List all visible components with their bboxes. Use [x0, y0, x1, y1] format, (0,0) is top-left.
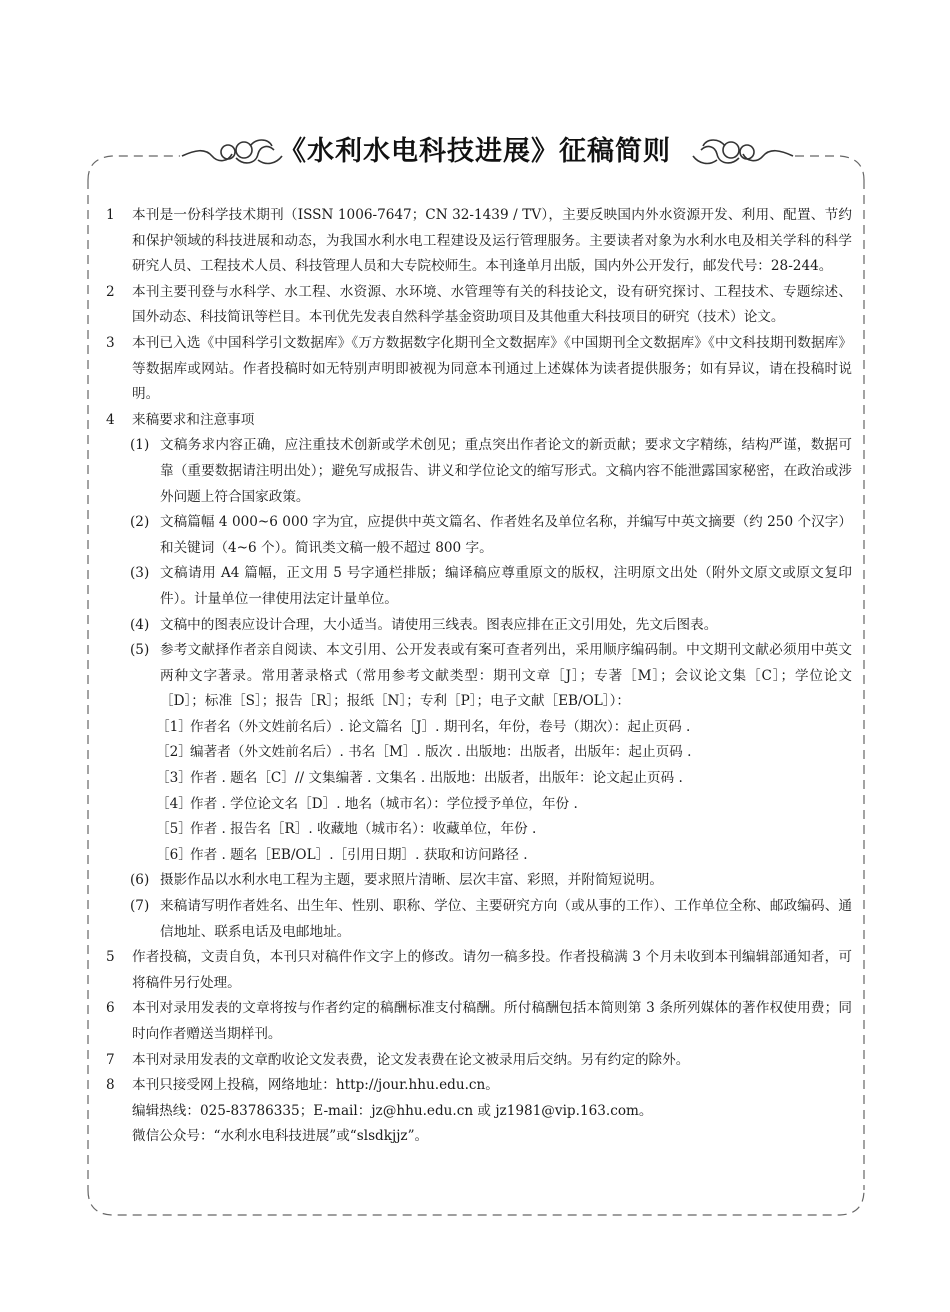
reference-format: 作者 . 题名［C］// 文集编著 . 文集名 . 出版地：出版者，出版年：论文起止页码 .	[190, 770, 683, 787]
requirement-subitem	[104, 894, 852, 945]
item-text: 本刊对录用发表的文章酌收论文发表费，论文发表费在论文被录用后交纳。另有约定的除外。	[132, 1051, 690, 1068]
subitem-text: 摄影作品以水利水电工程为主题，要求照片清晰、层次丰富、彩照，并附简短说明。	[160, 872, 663, 889]
guideline-item	[104, 331, 852, 408]
subitem-number: (3)	[130, 565, 150, 582]
reference-format: 作者名（外文姓前名后）. 论文篇名［J］. 期刊名，年份，卷号（期次）：起止页码 .	[190, 718, 691, 735]
item-text: 本刊只接受网上投稿，网络地址：http://jour.hhu.edu.cn。	[132, 1077, 499, 1094]
reference-format: 编著者（外文姓前名后）. 书名［M］. 版次 . 出版地：出版者，出版年：起止页码 .	[190, 744, 692, 761]
requirement-subitem	[104, 561, 852, 612]
reference-number: ［1］	[156, 718, 192, 735]
requirement-subitem	[104, 510, 852, 561]
reference-format-line	[104, 766, 852, 792]
subitem-number: (6)	[130, 872, 150, 889]
item-text: 本刊主要刊登与水科学、水工程、水资源、水环境、水管理等有关的科技论文，设有研究探讨、工程技术、专题综述、国外动态、科技简讯等栏目。本刊优先发表自然科学基金资助项目及其他重大科技项目的研究（技术）论文。	[132, 283, 852, 326]
subitem-number: (1)	[130, 437, 150, 454]
guideline-item	[104, 945, 852, 996]
reference-format-line	[104, 843, 852, 869]
guideline-item	[104, 996, 852, 1047]
reference-number: ［6］	[156, 846, 192, 863]
item-number: 2	[106, 283, 115, 300]
requirement-subitem	[104, 433, 852, 510]
reference-format-line	[104, 792, 852, 818]
item-text: 作者投稿，文责自负，本刊只对稿件作文字上的修改。请勿一稿多投。作者投稿满 3 个月未收到本刊编辑部通知者，可将稿件另行处理。	[132, 949, 852, 991]
guideline-item	[104, 408, 852, 434]
reference-number: ［3］	[156, 770, 192, 787]
reference-format: 作者 . 报告名［R］. 收藏地（城市名）：收藏单位，年份 .	[190, 821, 537, 838]
item-text: 来稿要求和注意事项	[132, 411, 255, 428]
subitem-text: 参考文献择作者亲自阅读、本文引用、公开发表或有案可查者列出，采用顺序编码制。中文期刊文献必须用中英文两种文字著录。常用著录格式（常用参考文献类型：期刊文章［J］；专著［M］；会议论文集［C］；学位论文［D］；标准［S］；报告［R］；报纸［N］；专利［P］；电子文献［EB/OL］）：	[160, 642, 852, 710]
reference-number: ［4］	[156, 795, 192, 812]
reference-number: ［5］	[156, 821, 192, 838]
subitem-text: 文稿务求内容正确，应注重技术创新或学术创见；重点突出作者论文的新贡献；要求文字精练，结构严谨，数据可靠（重要数据请注明出处）；避免写成报告、讲义和学位论文的缩写形式。文稿内容不能泄露国家秘密，在政治或涉外问题上符合国家政策。	[160, 437, 852, 505]
guideline-item	[104, 203, 852, 280]
requirement-subitem	[104, 613, 852, 639]
requirement-subitem	[104, 868, 852, 894]
reference-number: ［2］	[156, 744, 192, 761]
subitem-number: (7)	[130, 898, 150, 915]
item-text: 本刊是一份科学技术期刊（ISSN 1006-7647；CN 32-1439 / TV），主要反映国内外水资源开发、利用、配置、节约和保护领域的科技进展和动态，为我国水利水电工程建设及运行管理服务。主要读者对象为水利水电及相关学科的科学研究人员、工程技术人员、科技管理人员和大专院校师生。本刊逢单月出版，国内外公开发行，邮发代号：28-244。	[132, 207, 852, 275]
subitem-number: (5)	[130, 642, 150, 659]
item-number: 4	[106, 411, 115, 428]
reference-format-line	[104, 817, 852, 843]
subitem-number: (4)	[130, 616, 150, 633]
subitem-text: 文稿请用 A4 篇幅，正文用 5 号字通栏排版；编译稿应尊重原文的版权，注明原文出处（附外文原文或原文复印件）。计量单位一律使用法定计量单位。	[160, 565, 852, 607]
reference-format: 作者 . 学位论文名［D］. 地名（城市名）：学位授予单位，年份 .	[190, 795, 578, 812]
editorial-hotline: 编辑热线：025-83786335；E-mail：jz@hhu.edu.cn 或 jz1981@vip.163.com。	[132, 1102, 653, 1119]
requirement-subitem	[104, 638, 852, 715]
item-number: 6	[106, 1000, 115, 1017]
item-number: 5	[106, 949, 115, 966]
submission-guidelines	[104, 203, 852, 1150]
subitem-number: (2)	[130, 514, 150, 531]
reference-format-line	[104, 715, 852, 741]
subitem-text: 文稿篇幅 4 000~6 000 字为宜，应提供中英文篇名、作者姓名及单位名称，并编写中英文摘要（约 250 个汉字）和关键词（4~6 个）。简讯类文稿一般不超过 800 字。	[160, 514, 852, 556]
item-number: 7	[106, 1051, 115, 1068]
guideline-item	[104, 1048, 852, 1074]
reference-format: 作者 . 题名［EB/OL］.［引用日期］. 获取和访问路径 .	[190, 846, 528, 863]
item-number: 1	[106, 207, 115, 223]
item-number: 8	[106, 1077, 115, 1094]
item-text: 本刊对录用发表的文章将按与作者约定的稿酬标准支付稿酬。所付稿酬包括本简则第 3 条所列媒体的著作权使用费；同时向作者赠送当期样刊。	[132, 1000, 852, 1042]
subitem-text: 文稿中的图表应设计合理，大小适当。请使用三线表。图表应排在正文引用处，先文后图表。	[160, 616, 718, 633]
guideline-item	[104, 1073, 852, 1099]
guideline-item	[104, 280, 852, 331]
item-text: 本刊已入选《中国科学引文数据库》《万方数据数字化期刊全文数据库》《中国期刊全文数据库》《中文科技期刊数据库》等数据库或网站。作者投稿时如无特别声明即被视为同意本刊通过上述媒体为读者提供服务；如有异议，请在投稿时说明。	[132, 334, 852, 403]
reference-format-line	[104, 740, 852, 766]
page-title: 《水利水电科技进展》征稿简则	[279, 136, 671, 167]
wechat-account: 微信公众号：“水利水电科技进展”或“slsdkjjz”。	[132, 1128, 429, 1145]
item-number: 3	[106, 334, 115, 351]
subitem-text: 来稿请写明作者姓名、出生年、性别、职称、学位、主要研究方向（或从事的工作）、工作单位全称、邮政编码、通信地址、联系电话及电邮地址。	[160, 898, 852, 940]
